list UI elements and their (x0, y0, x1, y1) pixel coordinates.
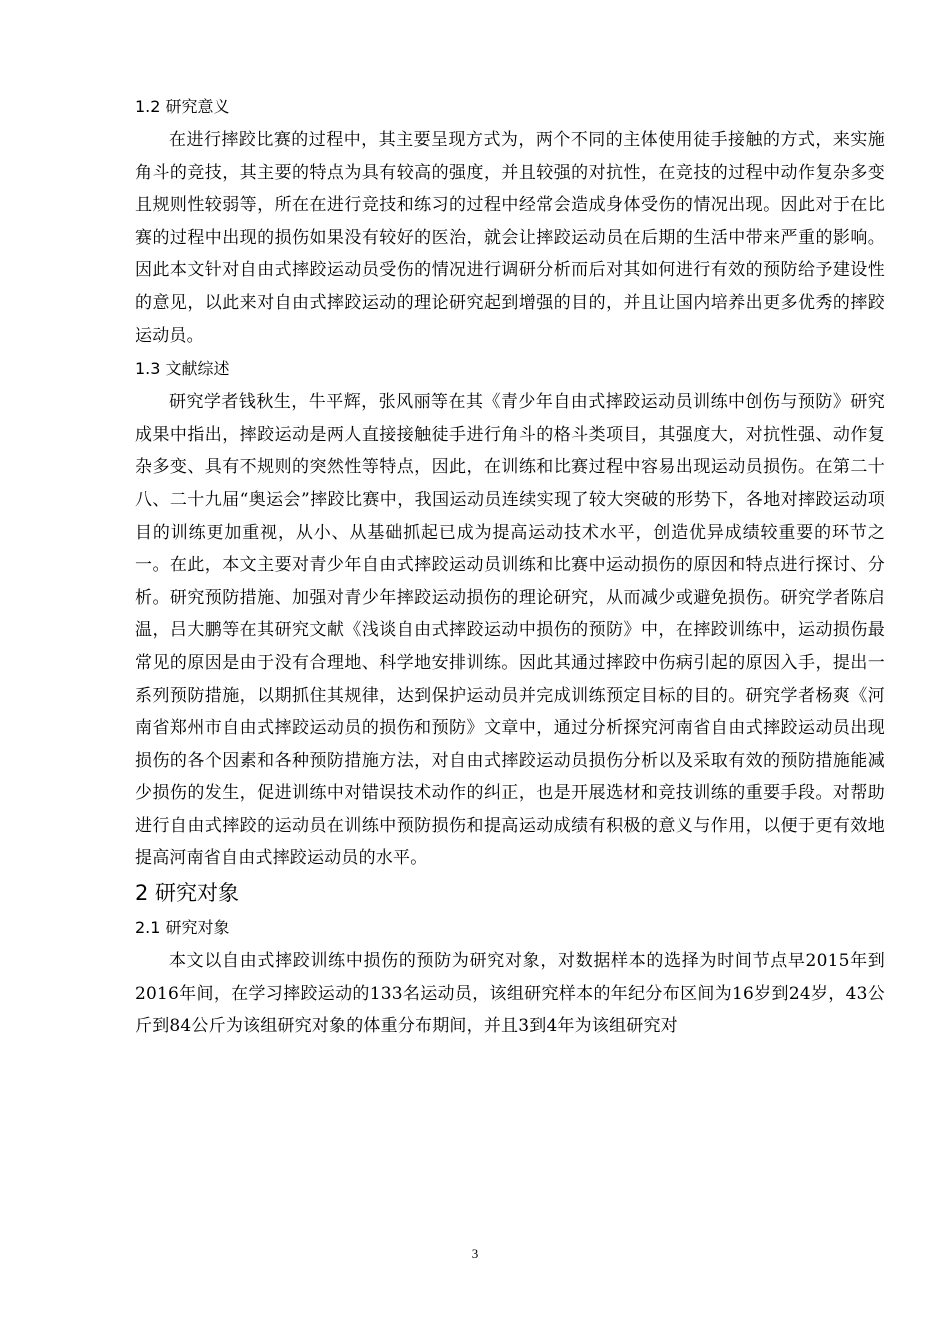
paragraph-research-significance: 在进行摔跤比赛的过程中，其主要呈现方式为，两个不同的主体使用徒手接触的方式，来实施角斗的竞技，其主要的特点为具有较高的强度，并且较强的对抗性，在竞技的过程中动作复杂多变且规则性较弱等，所在在进行竞技和练习的过程中经常会造成身体受伤的情况出现。因此对于在比赛的过程中出现的损伤如果没有较好的医治，就会让摔跤运动员在后期的生活中带来严重的影响。因此本文针对自由式摔跤运动员受伤的情况进行调研分析而后对其如何进行有效的预防给予建设性的意见，以此来对自由式摔跤运动的理论研究起到增强的目的，并且让国内培养出更多优秀的摔跤运动员。 (135, 130, 885, 346)
page-content (135, 90, 885, 1043)
section-heading-1-2: 1.2 研究意义 (135, 97, 230, 116)
paragraph-research-object: 本文以自由式摔跤训练中损伤的预防为研究对象，对数据样本的选择为时间节点早2015年到2016年间，在学习摔跤运动的133名运动员，该组研究样本的年纪分布区间为16岁到24岁，43公斤到84公斤为该组研究对象的体重分布期间，并且3到4年为该组研究对 (135, 951, 885, 1037)
section-heading-2-1: 2.1 研究对象 (135, 918, 230, 938)
paragraph-literature-review: 研究学者钱秋生，牛平辉，张风丽等在其《青少年自由式摔跤运动员训练中创伤与预防》研究成果中指出，摔跤运动是两人直接接触徒手进行角斗的格斗类项目，其强度大，对抗性强、动作复杂多变、具有不规则的突然性等特点，因此，在训练和比赛过程中容易出现运动员损伤。在第二十八、二十九届“奥运会”摔跤比赛中，我国运动员连续实现了较大突破的形势下，各地对摔跤运动项目的训练更加重视，从小、从基础抓起已成为提高运动技术水平，创造优异成绩较重要的环节之一。在此，本文主要对青少年自由式摔跤运动员训练和比赛中运动损伤的原因和特点进行探讨、分析。研究预防措施、加强对青少年摔跤运动损伤的理论研究，从而减少或避免损伤。研究学者陈启温，吕大鹏等在其研究文献《浅谈自由式摔跤运动中损伤的预防》中，在摔跤训练中，运动损伤最常见的原因是由于没有合理地、科学地安排训练。因此其通过摔跤中伤病引起的原因入手，提出一系列预防措施，以期抓住其规律，达到保护运动员并完成训练预定目标的目的。研究学者杨爽《河南省郑州市自由式摔跤运动员的损伤和预防》文章中，通过分析探究河南省自由式摔跤运动员出现损伤的各个因素和各种预防措施方法，对自由式摔跤运动员损伤分析以及采取有效的预防措施能减少损伤的发生，促进训练中对错误技术动作的纠正，也是开展选材和竞技训练的重要手段。对帮助进行自由式摔跤的运动员在训练中预防损伤和提高运动成绩有积极的意义与作用，以便于更有效地提高河南省自由式摔跤运动员的水平。 (135, 392, 885, 869)
page-number: 3 (471, 1246, 479, 1261)
chapter-heading-2: 2 研究对象 (135, 881, 240, 906)
section-heading-1-3: 1.3 文献综述 (135, 359, 230, 379)
